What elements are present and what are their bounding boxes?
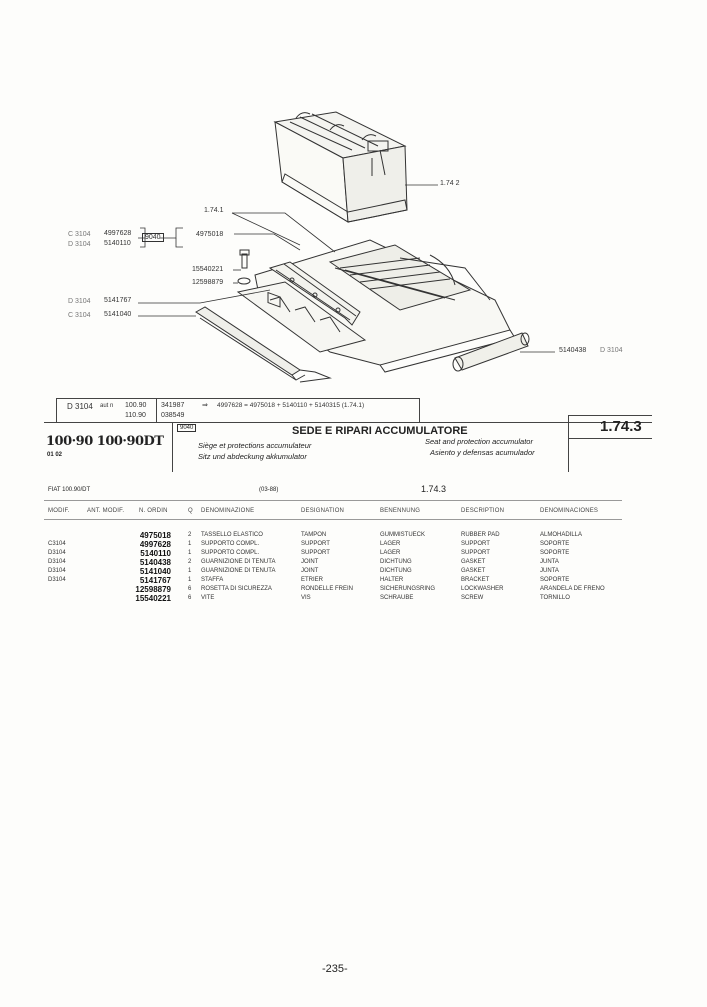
ref-serial-2: 038549	[161, 412, 185, 419]
table-date: (03-88)	[259, 487, 279, 493]
page-title: SEDE E RIPARI ACCUMULATORE	[292, 425, 468, 437]
divider	[568, 415, 569, 472]
ref-aut-label: aut n	[100, 403, 114, 409]
table-row: D3104 5140438 2 GUARNIZIONE DI TENUTA JOINT DICHTUNG GASKET JUNTA	[48, 558, 559, 567]
callout-part-number: 5140110	[104, 240, 131, 247]
title-english: Seat and protection accumulator	[425, 437, 533, 446]
callout-part-number: 5141767	[104, 297, 132, 304]
callout-part-number: 12598879	[192, 279, 224, 286]
divider	[156, 398, 157, 422]
divider	[44, 500, 622, 501]
divider	[568, 438, 652, 439]
modification-reference-strip	[56, 398, 420, 423]
callout-part-number: 4997628	[104, 230, 132, 237]
table-row: 4975018 2 TASSELLO ELASTICO TAMPON GUMMISTUECK RUBBER PAD ALMOHADILLA	[139, 531, 583, 540]
title-german: Sitz und abdeckung akkumulator	[198, 452, 307, 461]
table-row: D3104 5141767 1 STAFFA ETRIER HALTER BRACKET SOPORTE	[48, 576, 570, 585]
callout-modif-code: C 3104	[68, 312, 91, 319]
callout-part-number: 5141040	[104, 311, 132, 318]
group-code-box: 9040	[142, 233, 164, 242]
exploded-parts-diagram	[0, 0, 707, 400]
column-header: N. ORDIN	[139, 508, 168, 514]
table-row: C3104 4997628 1 SUPPORTO COMPL. SUPPORT LAGER SUPPORT SOPORTE	[48, 540, 570, 549]
callout-modif-code: C 3104	[68, 231, 91, 238]
table-row: 15540221 6 VITE VIS SCHRAUBE SCREW TORNILLO	[135, 594, 570, 603]
table-section: 1.74.3	[421, 484, 447, 494]
ref-code: D 3104	[67, 402, 93, 411]
page-number: -235-	[322, 963, 348, 975]
header-top-rule	[44, 422, 652, 423]
callout-modif-code: D 3104	[68, 241, 91, 248]
column-header: DENOMINAZIONE	[201, 508, 255, 514]
battery-drawing	[275, 112, 407, 222]
title-french: Siège et protections accumulateur	[198, 441, 312, 450]
ref-model-1: 100.90	[125, 402, 147, 409]
table-row: D3104 5140110 1 SUPPORTO COMPL. SUPPORT LAGER SUPPORT SOPORTE	[48, 549, 570, 558]
ref-serial-1: 341987	[161, 402, 185, 409]
table-row: 12598879 6 ROSETTA DI SICUREZZA RONDELLE FREIN SICHERUNGSRING LOCKWASHER ARANDELA DE FRENO	[135, 585, 605, 594]
ref-formula: 4997628 = 4975018 + 5140110 + 5140315 (1.74.1)	[217, 402, 365, 409]
callout-part-number: 15540221	[192, 266, 224, 273]
divider	[44, 519, 622, 520]
callout-part-number: 4975018	[196, 231, 224, 238]
table-row: D3104 5141040 1 GUARNIZIONE DI TENUTA JOINT DICHTUNG GASKET JUNTA	[48, 567, 559, 576]
table-model: FIAT 100.90/DT	[48, 487, 91, 493]
callout-1742: 1.74 2	[440, 180, 460, 187]
callout-modif-code: D 3104	[68, 298, 91, 305]
model-series: 01 02	[47, 452, 63, 458]
column-header: Q	[188, 508, 193, 514]
bolt-washer-drawing	[238, 250, 250, 284]
model-designation: 100·90 100·90DT	[46, 434, 164, 449]
column-header: DESCRIPTION	[461, 508, 505, 514]
ref-arrow: ⇒	[202, 402, 208, 409]
column-header: DESIGNATION	[301, 508, 345, 514]
column-header: DENOMINACIONES	[540, 508, 599, 514]
title-spanish: Asiento y defensas acumulador	[430, 448, 535, 457]
column-header: MODIF.	[48, 508, 70, 514]
column-header: BENENNUNG	[380, 508, 421, 514]
section-code: 1.74.3	[600, 418, 642, 435]
divider	[568, 415, 652, 416]
group-code-box: 9040	[177, 424, 196, 432]
ref-model-2: 110.90	[125, 412, 146, 419]
callout-modif-code: D 3104	[600, 347, 623, 354]
callout-1741: 1.74.1	[204, 207, 224, 214]
column-header: ANT. MODIF.	[87, 508, 125, 514]
divider	[172, 422, 173, 472]
callout-part-number: 5140438	[559, 347, 587, 354]
